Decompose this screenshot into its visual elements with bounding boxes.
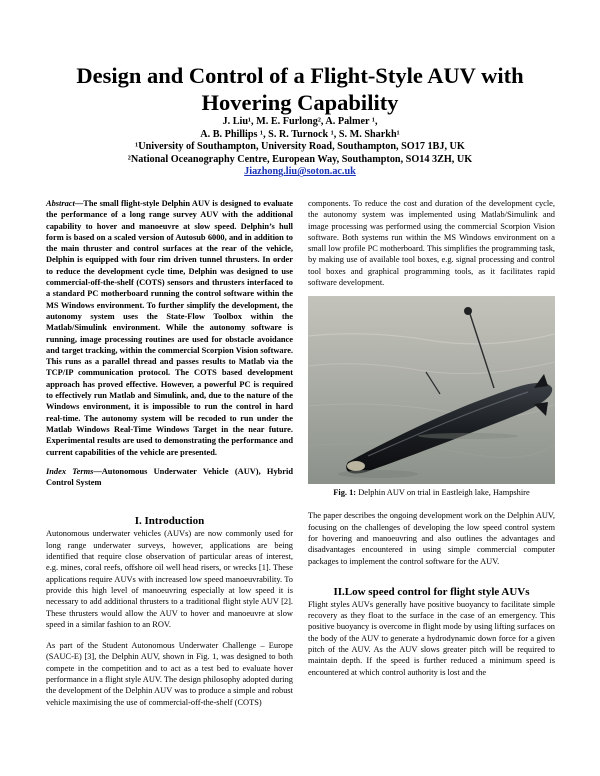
paper-title: Design and Control of a Flight-Style AUV with Hovering Capability bbox=[76, 63, 524, 115]
author-email-link[interactable]: Jiazhong.liu@soton.ac.uk bbox=[244, 166, 356, 178]
right-paragraph-1: components. To reduce the cost and duration of the development cycle, the autonomy system was implemented using Matlab/Simulink and image processing was performed using the commercial Scorpion Vision software. Both systems run within the MS Windows environment on a small low profile PC motherboard. This simplifies the programming task, by making use of available tool boxes, e.g. signal processing and control tool boxes and graphical programming tools, as it facilitates rapid software development. bbox=[308, 199, 555, 288]
abstract-label: Abstract— bbox=[46, 199, 84, 208]
affiliation-1: ¹University of Southampton, University Road, Southampton, SO17 1BJ, UK bbox=[135, 141, 465, 153]
author-line-1: J. Liu¹, M. E. Furlong², A. Palmer ¹, bbox=[222, 116, 378, 127]
section-heading-introduction: I. Introduction bbox=[134, 515, 205, 528]
auv-photo-illustration bbox=[308, 296, 555, 484]
left-column bbox=[46, 198, 293, 708]
abstract-text: The small flight-style Delphin AUV is designed to evaluate the performance of a long range survey AUV with the additional capability to hover and manoeuvre at slow speed. Delphin’s hull form is based on a scaled version of Autosub 6000, and in addition to the main thruster and control surfaces at the rear of the vehicle, Delphin is equipped with four rim driven tunnel thrusters. In order to reduce the development cycle time, Delphin was designed to use commercial-off-the-shelf (COTS) sensors and thrusters interfaced to a standard PC motherboard running the control software within the MS Windows environment. To further simplify the development, the autonomy system uses the State-Flow Toolbox within the Matlab/Simulink environment. While the autonomy software is running, image processing routines are used for obstacle avoidance and target tracking, within the commercial Scorpion Vision software. This runs as a parallel thread and passes results to Matlab via the TCP/IP communication protocol. The COTS based development approach has proved effective. However, a powerful PC is required to effectively run Matlab and Simulink, and, due to the nature of the Windows environment, it is impossible to run the control in hard real-time. The autonomy system will be recoded to run under the Matlab Windows Real-Time Windows Target in the near future. Experimental results are used to demonstrating the performance and current capabilities of the vehicle are presented. bbox=[46, 199, 293, 457]
index-terms-label: Index Terms bbox=[46, 466, 94, 476]
intro-paragraph-1: Autonomous underwater vehicles (AUVs) are now commonly used for long range underwater surveys, however, applications are being identified that require close observation of particular areas of interest, e.g. mines, coral reefs, offshore oil well head risers, or wrecks [1]. These applications require AUVs with increased low speed manoeuvrability. To provide this high level of manoeuvring especially at low speed it is necessary to add additional thrusters to a traditional flight style AUV [2]. These thrusters would allow the AUV to hover and manoeuvre at slow speed in a similar fashion to an ROV. bbox=[46, 529, 293, 629]
figure-1-caption bbox=[308, 487, 555, 498]
right-paragraph-3: Flight styles AUVs generally have positive buoyancy to facilitate simple recovery as they float to the surface in the case of an emergency. This positive buoyancy is overcome in flight mode by using lifting surfaces on the body of the AUV to generate a hydrodynamic down force for a given pitch of the AUV. As the AUV slows greater pitch will be required to maintain depth. If the speed is further reduced a minimum speed is encountered at which control authority is lost and the bbox=[308, 599, 555, 677]
right-paragraph-2: The paper describes the ongoing development work on the Delphin AUV, focusing on the challenges of developing the low speed control system for hovering and manoeuvring and also outlines the advantages and disadvantages encountered in using simple commercial computer packages to implement the control software for the AUV. bbox=[308, 511, 555, 566]
caption-text: Delphin AUV on trial in Eastleigh lake, Hampshire bbox=[356, 488, 530, 498]
right-column bbox=[308, 198, 555, 678]
caption-label: Fig. 1: bbox=[333, 488, 357, 498]
affiliation-2: ²National Oceanography Centre, European Way, Southampton, SO14 3ZH, UK bbox=[127, 153, 473, 165]
figure-1-photo bbox=[308, 296, 555, 484]
intro-paragraph-2: As part of the Student Autonomous Underwater Challenge – Europe (SAUC-E) [3], the Delphin AUV, shown in Fig. 1, was designed to both compete in the competition and to act as a test bed to evaluate hover performance in a flight style AUV. The design philosophy adopted during the development of the Delphin AUV was to produce a simple and robust vehicle maximising the use of commercial-off-the-shelf (COTS) bbox=[46, 641, 293, 707]
abstract bbox=[46, 198, 293, 458]
author-line-2: A. B. Phillips ¹, S. R. Turnock ¹, S. M. Sharkh¹ bbox=[200, 128, 400, 140]
section-heading-low-speed-control: II.Low speed control for flight style AUVs bbox=[333, 585, 530, 598]
author-block bbox=[40, 116, 560, 179]
index-terms bbox=[46, 466, 293, 489]
index-terms-text: —Autonomous Underwater Vehicle (AUV), Hybrid Control System bbox=[46, 466, 293, 488]
